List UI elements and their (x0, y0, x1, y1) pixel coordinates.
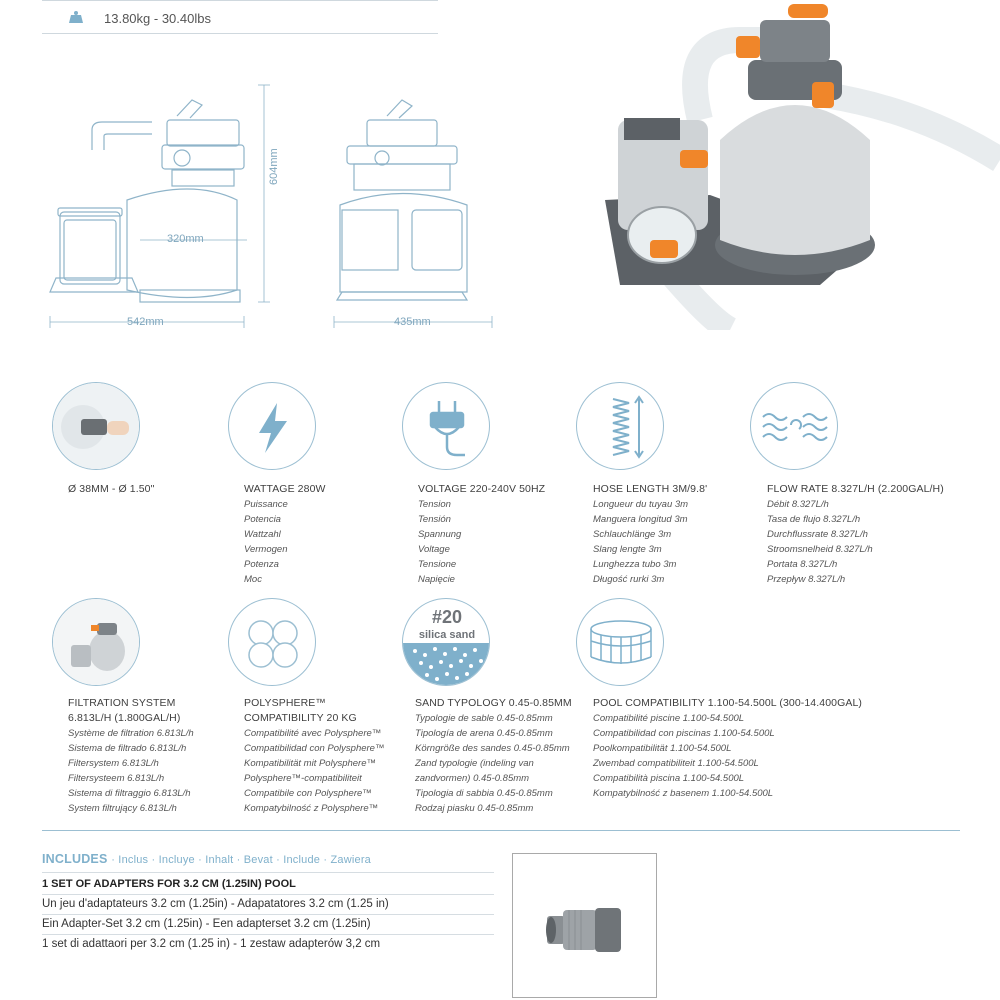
spec-line: Compatibilità piscina 1.100-54.500L (593, 773, 745, 784)
spec-line: Compatibilidad con Polysphere™ (244, 743, 385, 754)
spec-head: POOL COMPATIBILITY 1.100-54.500L (300-14.400GAL) (593, 697, 862, 709)
spec-line: Körngröße des sandes 0.45-0.85mm (415, 743, 570, 754)
spec-flow-rate (767, 482, 944, 587)
includes-title-sub: · Inclus · Incluye · Inhalt · Bevat · Include · Zawiera (111, 854, 372, 866)
spec-line: Compatibile con Polysphere™ (244, 788, 372, 799)
flow-icon (750, 382, 838, 470)
dim-width-side: 542mm (127, 316, 164, 328)
spec-line: Przepływ 8.327L/h (767, 574, 846, 585)
spec-filtration (68, 696, 194, 816)
spec-line: Długość rurki 3m (593, 574, 665, 585)
includes-rule (42, 934, 494, 935)
spec-line: Napięcie (418, 574, 455, 585)
spec-line: Kompatybilność z basenem 1.100-54.500L (593, 788, 774, 799)
spec-line: Tensión (418, 514, 451, 525)
includes-row: 1 set di adattaori per 3.2 cm (1.25 in) - 1 zestaw adapterów 3,2 cm (42, 938, 381, 950)
spec-line: Compatibilidad con piscinas 1.100-54.500L (593, 728, 775, 739)
spec-head: HOSE LENGTH 3M/9.8' (593, 483, 708, 495)
spec-line: Tipología de arena 0.45-0.85mm (415, 728, 553, 739)
spec-line: Kompatibilität mit Polysphere™ (244, 758, 376, 769)
dim-height: 604mm (268, 148, 280, 185)
spec-line: Système de filtration 6.813L/h (68, 728, 194, 739)
side-view-drawing (42, 60, 502, 340)
sand-badge: #20 (431, 607, 463, 627)
weight-text: 13.80kg - 30.40lbs (104, 11, 211, 26)
spec-line: Zwembad compatibiliteit 1.100-54.500L (593, 758, 759, 769)
spec-line: Portata 8.327L/h (767, 559, 838, 570)
spec-line: Tensione (418, 559, 457, 570)
spec-hose-length (593, 482, 707, 587)
spec-wattage (244, 482, 326, 587)
spec-line: Slang lengte 3m (593, 544, 662, 555)
includes-title-main: INCLUDES (42, 852, 108, 866)
weight-icon (68, 10, 84, 24)
spec-head: POLYSPHERE™ (244, 697, 327, 709)
dimension-drawings (42, 60, 502, 340)
spec-line: Rodzaj piasku 0.45-0.85mm (415, 803, 534, 814)
spec-line: Wattzahl (244, 529, 281, 540)
spec-line: Manguera longitud 3m (593, 514, 688, 525)
spec-line: Tipologia di sabbia 0.45-0.85mm (415, 788, 553, 799)
dim-width-front: 435mm (394, 316, 431, 328)
spec-head: FILTRATION SYSTEM (68, 697, 176, 709)
spec-line: Polysphere™-compatibiliteit (244, 773, 362, 784)
spec-line: zandvormen) 0.45-0.85mm (415, 773, 530, 784)
spec-line: Potenza (244, 559, 279, 570)
spec-line: System filtrujący 6.813L/h (68, 803, 177, 814)
includes-row: 1 SET OF ADAPTERS FOR 3.2 CM (1.25IN) POOL (42, 878, 296, 890)
spec-line: Voltage (418, 544, 450, 555)
spec-pool (593, 696, 862, 801)
spec-line: Zand typologie (indeling van (415, 758, 534, 769)
sand-icon (402, 598, 490, 686)
spec-line: Tension (418, 499, 451, 510)
includes-row: Ein Adapter-Set 3.2 cm (1.25in) - Een adapterset 3.2 cm (1.25in) (42, 918, 371, 930)
spec-line: Sistema de filtrado 6.813L/h (68, 743, 187, 754)
dim-tank-diameter: 320mm (167, 233, 204, 245)
spec-head-2: 6.813L/H (1.800GAL/H) (68, 712, 181, 724)
includes-row: Un jeu d'adaptateurs 3.2 cm (1.25in) - Adapatatores 3.2 cm (1.25 in) (42, 898, 389, 910)
product-image (590, 0, 1000, 330)
spec-head: WATTAGE 280W (244, 483, 326, 495)
spec-head-2: COMPATIBILITY 20 KG (244, 712, 357, 724)
spec-line: Compatibilité avec Polysphere™ (244, 728, 382, 739)
spec-line: Spannung (418, 529, 462, 540)
spec-line: Vermogen (244, 544, 288, 555)
spec-line: Schlauchlänge 3m (593, 529, 672, 540)
spec-line: Potencia (244, 514, 281, 525)
spec-line: Typologie de sable 0.45-0.85mm (415, 713, 553, 724)
polysphere-icon (228, 598, 316, 686)
includes-rule (42, 914, 494, 915)
spec-head: SAND TYPOLOGY 0.45-0.85MM (415, 697, 572, 709)
spec-connector (68, 482, 154, 497)
spec-polysphere (244, 696, 384, 816)
spec-line: Débit 8.327L/h (767, 499, 829, 510)
spec-head: FLOW RATE 8.327L/H (2.200GAL/H) (767, 483, 944, 495)
includes-rule (42, 894, 494, 895)
weight-row (42, 0, 438, 34)
spec-line: Filtersystem 6.813L/h (68, 758, 159, 769)
lightning-icon (228, 382, 316, 470)
spec-voltage (418, 482, 545, 587)
spec-line: Moc (244, 574, 262, 585)
plug-icon (402, 382, 490, 470)
includes-title (42, 852, 371, 866)
spec-line: Sistema di filtraggio 6.813L/h (68, 788, 191, 799)
spec-line: Stroomsnelheid 8.327L/h (767, 544, 873, 555)
section-divider (42, 830, 960, 831)
spec-sand (415, 696, 572, 816)
sand-badge-sub: silica sand (418, 629, 476, 641)
hose-connector-icon (52, 382, 140, 470)
includes-rule (42, 872, 494, 873)
spec-line: Filtersysteem 6.813L/h (68, 773, 165, 784)
spec-head: Ø 38MM - Ø 1.50" (68, 483, 155, 495)
spec-line: Lunghezza tubo 3m (593, 559, 677, 570)
filter-system-icon (52, 598, 140, 686)
spec-line: Durchflussrate 8.327L/h (767, 529, 868, 540)
spec-line: Compatibilité piscine 1.100-54.500L (593, 713, 745, 724)
spec-line: Tasa de flujo 8.327L/h (767, 514, 861, 525)
hose-icon (576, 382, 664, 470)
spec-line: Longueur du tuyau 3m (593, 499, 689, 510)
spec-line: Kompatybilność z Polysphere™ (244, 803, 379, 814)
adapter-image (512, 853, 657, 998)
spec-line: Poolkompatibilität 1.100-54.500L (593, 743, 732, 754)
spec-head: VOLTAGE 220-240V 50HZ (418, 483, 546, 495)
spec-line: Puissance (244, 499, 288, 510)
pool-icon (576, 598, 664, 686)
